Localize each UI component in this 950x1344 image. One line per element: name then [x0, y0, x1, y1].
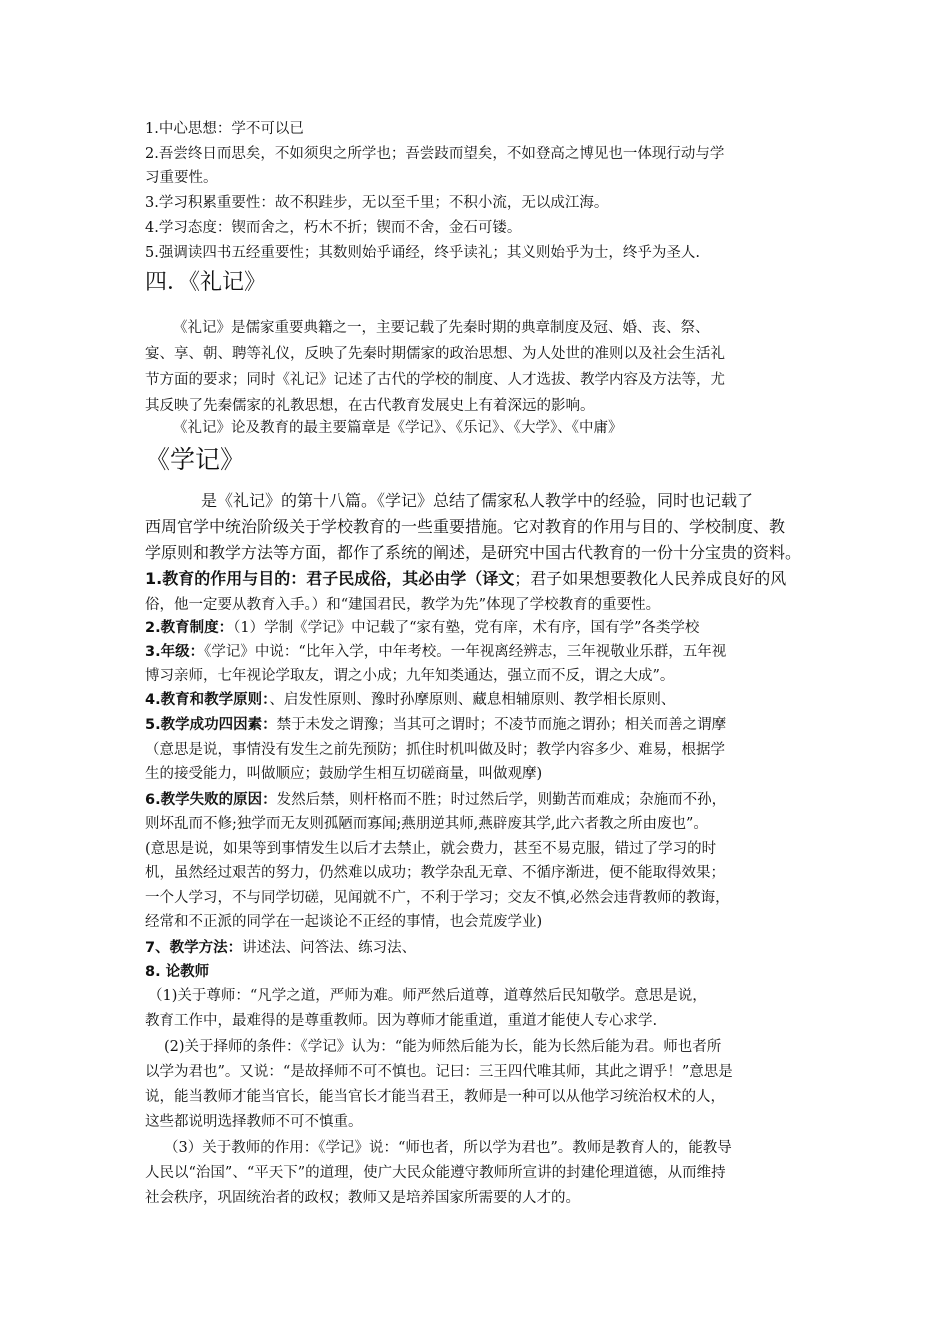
text-line: 习重要性。: [145, 170, 218, 186]
text-line: （3）关于教师的作用：《学记》说：“师也者，所以学为君也”。教师是教育人的，能教导: [164, 1140, 732, 1156]
bold-label: 6.教学失败的原因：: [145, 792, 277, 808]
bold-label: 8. 论教师: [145, 964, 210, 980]
text-line: 是《礼记》的第十八篇。《学记》总结了儒家私人教学中的经验，同时也记载了: [201, 491, 754, 510]
text-line: 社会秩序，巩固统治者的政权；教师又是培养国家所需要的人才的。: [145, 1190, 580, 1206]
text-line: 人民以“治国”、“平天下”的道理，使广大民众能遵守教师所宣讲的封建伦理道德，从而维持: [145, 1165, 726, 1181]
text-line: 这些都说明选择教师不可不慎重。: [145, 1114, 363, 1130]
text-line: 一个人学习，不与同学切磋，见闻就不广，不利于学习；交友不慎,必然会违背教师的教诲，: [145, 890, 730, 906]
text-line: 1.教育的作用与目的：君子民成俗，其必由学（译文；君子如果想要教化人民养成良好的风: [145, 569, 787, 588]
bold-label: 1.教育的作用与目的：君子民成俗，其必由学（译文: [145, 569, 515, 588]
text-line: 3.学习积累重要性：故不积跬步，无以至千里；不积小流，无以成江海。: [145, 195, 609, 211]
text-line: 3.年级：《学记》中说：“比年入学，中年考校。一年视离经辨志，三年视敬业乐群，五年视: [145, 644, 727, 660]
text-line: 1.中心思想：学不可以已: [145, 121, 304, 137]
text-line: [145, 962, 209, 982]
text-line: 《礼记》论及教育的最主要篇章是《学记》、《乐记》、《大学》、《中庸》: [173, 420, 623, 436]
text-line: 5.教学成功四因素：禁于未发之谓豫；当其可之谓时；不凌节而施之谓孙；相关而善之谓摩: [145, 717, 727, 733]
text-line: 节方面的要求；同时《礼记》记述了古代的学校的制度、人才选拔、教学内容及方法等，尤: [145, 372, 725, 388]
section-heading: 四．《礼记》: [145, 270, 267, 295]
text-line: 学原则和教学方法等方面，都作了系统的阐述，是研究中国古代教育的一份十分宝贵的资料。: [145, 543, 802, 562]
text-line: 俗，他一定要从教育入手。）和“建国君民，教学为先”体现了学校教育的重要性。: [145, 597, 661, 613]
subsection-heading: 《学记》: [145, 445, 246, 474]
text-line: 机，虽然经过艰苦的努力，仍然难以成功；教学杂乱无章、不循序渐进，便不能取得效果；: [145, 865, 725, 881]
text-line: 以学为君也”。又说：“是故择师不可不慎也。记曰：三王四代唯其师，其此之谓乎！”意思是: [145, 1064, 733, 1080]
text-line: 宴、享、朝、聘等礼仪，反映了先秦时期儒家的政治思想、为人处世的准则以及社会生活礼: [145, 346, 725, 362]
text-line: 西周官学中统治阶级关于学校教育的一些重要措施。它对教育的作用与目的、学校制度、教: [145, 517, 786, 536]
text-line: 经常和不正派的同学在一起谈论不正经的事情，也会荒废学业): [145, 914, 543, 930]
text-line: 2.教育制度：（1）学制《学记》中记载了“家有塾，党有庠，术有序，国有学”各类学校: [145, 620, 700, 636]
text-line: 4.教育和教学原则：、启发性原则、豫时孙摩原则、藏息相辅原则、教学相长原则、: [145, 692, 676, 708]
text-line: 6.教学失败的原因：发然后禁，则杆格而不胜；时过然后学，则勤苦而难成；杂施而不孙，: [145, 792, 727, 808]
text-line: 生的接受能力，叫做顺应；鼓励学生相互切磋商量，叫做观摩): [145, 766, 543, 782]
bold-label: 7、教学方法：: [145, 940, 243, 956]
text-line: 教育工作中，最难得的是尊重教师。因为尊师才能重道，重道才能使人专心求学.: [145, 1013, 658, 1029]
text-line: （1)关于尊师：“凡学之道，严师为难。师严然后道尊，道尊然后民知敬学。意思是说，: [148, 988, 707, 1004]
bold-label: 2.教育制度：: [145, 620, 234, 636]
text-line: 7、教学方法：讲述法、问答法、练习法、: [145, 940, 417, 956]
text-line: 4.学习态度：锲而舍之，朽木不折；锲而不舍，金石可镂。: [145, 220, 522, 236]
text-line: 则坏乱而不修;独学而无友则孤陋而寡闻;燕朋逆其师,燕辟废其学,此六者教之所由废也”。: [145, 816, 708, 832]
text-line: 《礼记》是儒家重要典籍之一，主要记载了先秦时期的典章制度及冠、婚、丧、祭、: [173, 320, 710, 336]
text-line: 5.强调读四书五经重要性；其数则始乎诵经，终乎读礼；其义则始乎为士，终乎为圣人.: [145, 245, 700, 261]
bold-label: 5.教学成功四因素：: [145, 717, 277, 733]
bold-label: 4.教育和教学原则：: [145, 692, 270, 708]
text-line: 说，能当教师才能当官长，能当官长才能当君王，教师是一种可以从他学习统治权术的人，: [145, 1089, 725, 1105]
text-line: (意思是说，如果等到事情发生以后才去禁止，就会费力，甚至不易克服，错过了学习的时: [145, 841, 717, 857]
bold-label: 3.年级：: [145, 644, 205, 660]
text-line: (2)关于择师的条件：《学记》认为：“能为师然后能为长，能为长然后能为君。师也者所: [164, 1039, 722, 1055]
text-line: 其反映了先秦儒家的礼教思想，在古代教育发展史上有着深远的影响。: [145, 398, 595, 414]
text-line: （意思是说，事情没有发生之前先预防；抓住时机叫做及时；教学内容多少、难易，根据学: [145, 742, 725, 758]
text-line: 博习亲师，七年视论学取友，谓之小成；九年知类通达，强立而不反，谓之大成”。: [145, 668, 675, 684]
text-line: 2.吾尝终日而思矣，不如须臾之所学也；吾尝跂而望矣，不如登高之博见也一体现行动与学: [145, 146, 725, 162]
